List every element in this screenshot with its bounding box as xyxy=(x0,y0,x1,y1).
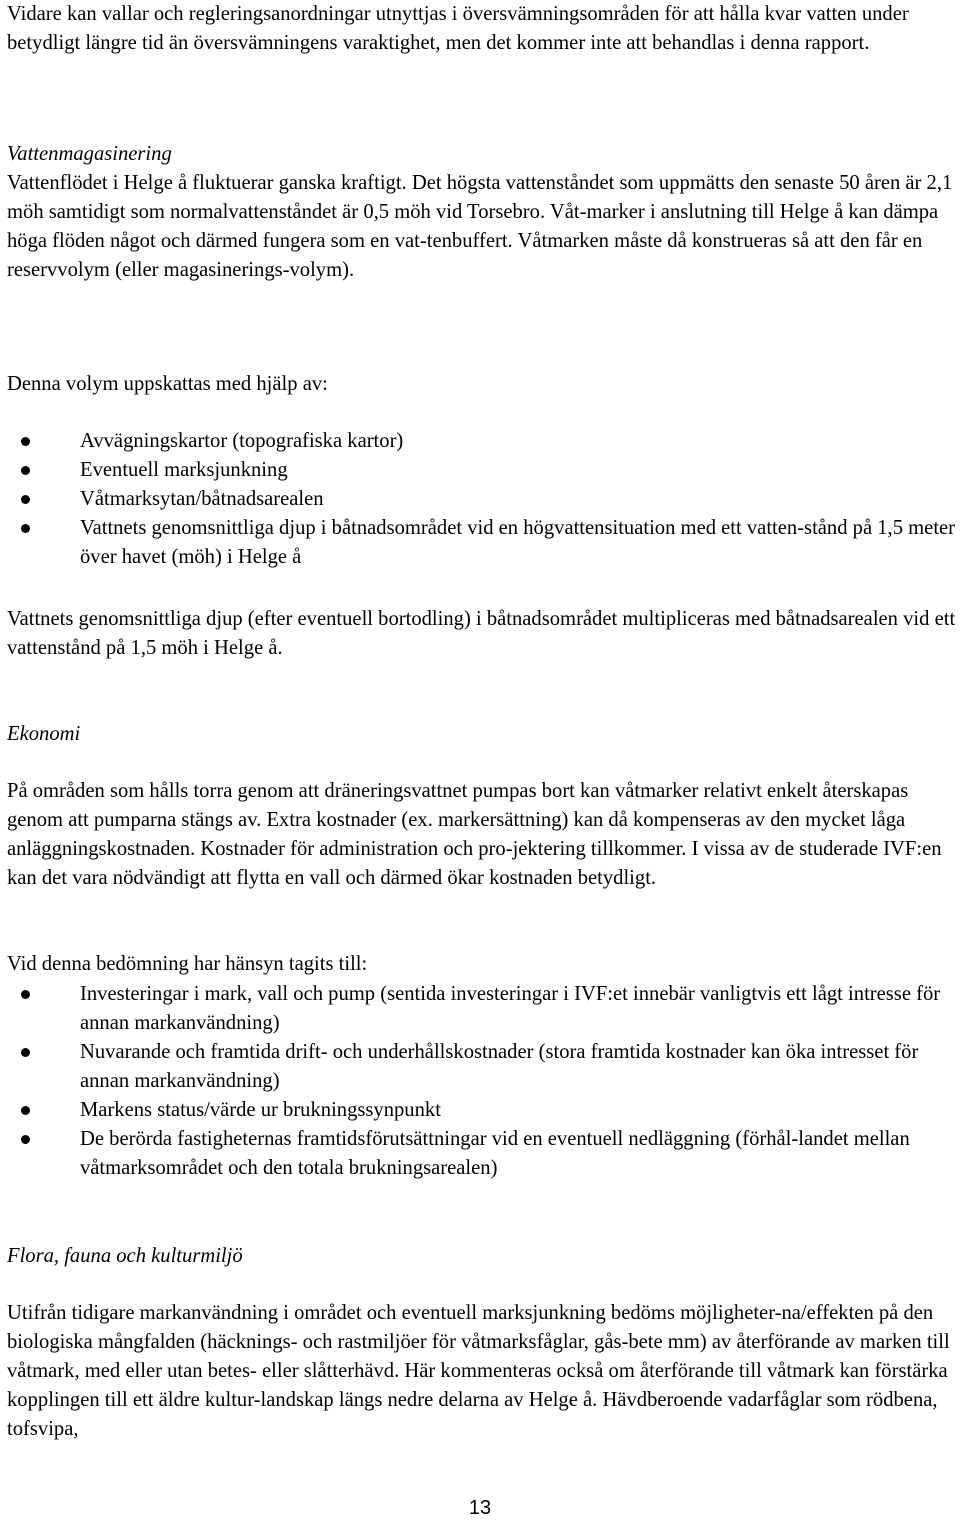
list-item: Vattnets genomsnittliga djup i båtnadsområdet vid en högvattensituation med ett vatten-stånd på 1,5 meter över havet (möh) i Helge å xyxy=(7,514,957,572)
list-item: Avvägningskartor (topografiska kartor) xyxy=(7,427,957,456)
vattenmagasinering-bullet-list xyxy=(7,427,957,572)
ekonomi-paragraph-2: Vid denna bedömning har hänsyn tagits till: xyxy=(7,953,368,975)
list-item: Investeringar i mark, vall och pump (sentida investeringar i IVF:et innebär vanligtvis ett lågt intresse för annan markanvändning) xyxy=(7,980,957,1038)
section-heading-vattenmagasinering: Vattenmagasinering xyxy=(7,143,172,165)
list-item: Nuvarande och framtida drift- och underhållskostnader (stora framtida kostnader kan öka intresset för annan markanvändning) xyxy=(7,1038,957,1096)
flora-paragraph-1: Utifrån tidigare markanvändning i området och eventuell marksjunkning bedöms möjligheter-na/effekten på den biologiska mångfalden (häcknings- och rastmiljöer för våtmarksfåglar, gås-bete mm) av återförande av marken till våtmark, med eller utan betes- eller slåtterhävd. Här kommenteras också om återförande till våtmark kan förstärka kopplingen till ett äldre kultur-landskap längs nedre delarna av Helge å. Hävdberoende vadarfåglar som rödbena, tofsvipa, xyxy=(7,1302,950,1440)
list-item: Våtmarksytan/båtnadsarealen xyxy=(7,485,957,514)
vattenmagasinering-paragraph-1: Vattenflödet i Helge å fluktuerar ganska kraftigt. Det högsta vattenståndet som uppmätts den senaste 50 åren är 2,1 möh samtidigt som normalvattenståndet är 0,5 möh vid Torsebro. Våt-marker i anslutning till Helge å kan dämpa höga flöden något och därmed fungera som en vat-tenbuffert. Våtmarken måste då konstrueras så att den får en reservvolym (eller magasinerings-volym). xyxy=(7,172,953,281)
section-heading-flora: Flora, fauna och kulturmiljö xyxy=(7,1245,243,1267)
vattenmagasinering-paragraph-3: Vattnets genomsnittliga djup (efter eventuell bortodling) i båtnadsområdet multipliceras med båtnadsarealen vid ett vattenstånd på 1,5 möh i Helge å. xyxy=(7,608,956,659)
list-item: Markens status/värde ur brukningssynpunkt xyxy=(7,1096,957,1125)
intro-paragraph: Vidare kan vallar och regleringsanordningar utnyttjas i översvämningsområden för att hålla kvar vatten under betydligt längre tid än översvämningens varaktighet, men det kommer inte att behandlas i denna rapport. xyxy=(7,3,909,54)
section-heading-ekonomi: Ekonomi xyxy=(7,723,81,745)
ekonomi-paragraph-1: På områden som hålls torra genom att dräneringsvattnet pumpas bort kan våtmarker relativt enkelt återskapas genom att pumparna stängs av. Extra kostnader (ex. markersättning) kan då kompenseras av den mycket låga anläggningskostnaden. Kostnader för administration och pro-jektering tillkommer. I vissa av de studerade IVF:en kan det vara nödvändigt att flytta en vall och därmed ökar kostnaden betydligt. xyxy=(7,780,942,889)
ekonomi-bullet-list xyxy=(7,980,957,1183)
vattenmagasinering-paragraph-2: Denna volym uppskattas med hjälp av: xyxy=(7,373,328,395)
list-item: De berörda fastigheternas framtidsförutsättningar vid en eventuell nedläggning (förhål-landet mellan våtmarksområdet och den totala brukningsarealen) xyxy=(7,1125,957,1183)
list-item: Eventuell marksjunkning xyxy=(7,456,957,485)
page-number: 13 xyxy=(468,1497,492,1519)
